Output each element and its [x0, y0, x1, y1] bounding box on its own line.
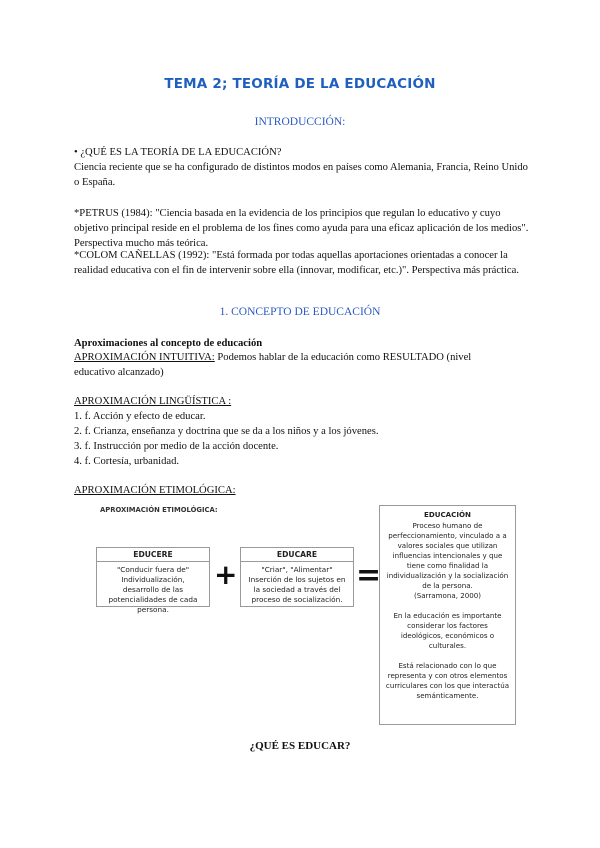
equals-sign: =: [356, 558, 382, 593]
colom-definition: *COLOM CAÑELLAS (1992): "Está formada por todas aquellas aportaciones orientadas a conocer la realidad educativa con el fin de intervenir sobre ella (innovar, modificar, etc.)". Perspectiva más práctica.: [74, 250, 519, 276]
intuitive-label: APROXIMACIÓN INTUITIVA:: [74, 352, 215, 363]
educacion-box: [379, 505, 516, 725]
plus-sign: +: [214, 558, 238, 591]
section1-heading: 1. CONCEPTO DE EDUCACIÓN: [219, 306, 381, 318]
linguistic-item: 2. f. Crianza, enseñanza y doctrina que se da a los niños y a los jóvenes.: [74, 426, 379, 437]
etymological-label: APROXIMACIÓN ETIMOLÓGICA:: [74, 485, 236, 496]
educere-body: "Conducir fuera de" Individualización, desarrollo de las potencialidades de cada persona.: [108, 565, 198, 614]
linguistic-item: 1. f. Acción y efecto de educar.: [74, 411, 206, 422]
diagram-caption: APROXIMACIÓN ETIMOLÓGICA:: [100, 506, 218, 514]
intro-heading: INTRODUCCIÓN:: [254, 116, 346, 128]
educare-box: [240, 547, 354, 607]
educacion-factors: En la educación es importante considerar los factores ideológicos, económicos o culturales.: [393, 611, 502, 650]
educare-body: "Criar", "Alimentar" Inserción de los sujetos en la sociedad a través del proceso de socialización.: [248, 565, 346, 604]
educere-box: [96, 547, 210, 614]
educacion-relation: Está relacionado con lo que representa y con otros elementos curriculares con los que interactúa semánticamente.: [385, 661, 510, 700]
what-is-educating-heading: ¿QUÉ ES EDUCAR?: [249, 740, 351, 752]
intuitive-text: Podemos hablar de la educación como RESULTADO (nivel educativo alcanzado): [74, 352, 472, 378]
intuitive-paragraph: [74, 350, 514, 380]
linguistic-item: 4. f. Cortesía, urbanidad.: [74, 456, 180, 467]
educere-title: EDUCERE: [97, 548, 209, 562]
educacion-definition: Proceso humano de perfeccionamiento, vinculado a a valores sociales que utilizan influencias intencionales y que tiene como finalidad la individualización y la socialización de la persona.: [386, 521, 509, 590]
petrus-definition: *PETRUS (1984): "Ciencia basada en la evidencia de los principios que regulan lo educativo y cuyo objetivo principal reside en el problema de los fines como ayuda para una eficaz aplicación de los medios". Perspectiva mucho más teórica.: [74, 208, 529, 249]
linguistic-label: APROXIMACIÓN LINGÜÍSTICA :: [74, 396, 232, 407]
educacion-citation: (Sarramona, 2000): [413, 591, 482, 600]
question-heading: • ¿QUÉ ES LA TEORÍA DE LA EDUCACIÓN?: [74, 147, 282, 158]
page-title: TEMA 2; TEORÍA DE LA EDUCACIÓN: [164, 76, 436, 92]
approx-heading: Aproximaciones al concepto de educación: [74, 338, 263, 349]
educacion-title: EDUCACIÓN: [423, 510, 471, 519]
linguistic-item: 3. f. Instrucción por medio de la acción docente.: [74, 441, 279, 452]
intro-text: Ciencia reciente que se ha configurado de distintos modos en países como Alemania, Francia, Reino Unido o España.: [74, 162, 528, 188]
educare-title: EDUCARE: [241, 548, 353, 562]
